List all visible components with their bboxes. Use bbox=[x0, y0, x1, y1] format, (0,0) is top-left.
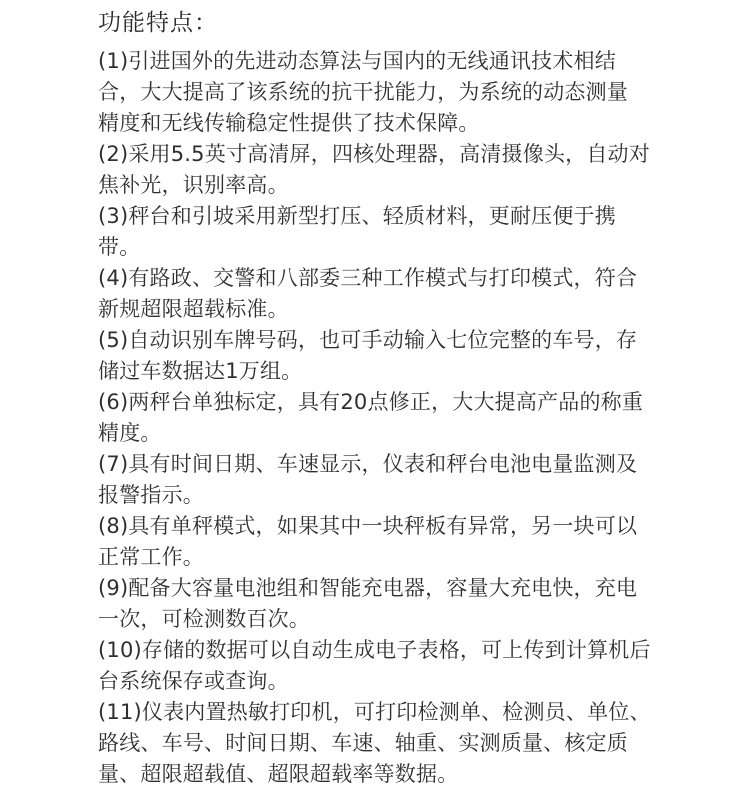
feature-item-2 bbox=[98, 139, 698, 201]
feature-item-4 bbox=[98, 263, 698, 325]
feature-item-10 bbox=[98, 635, 698, 697]
feature-item-9-line-2: 一次，可检测数百次。 bbox=[98, 607, 310, 631]
feature-item-3-line-2: 带。 bbox=[98, 235, 141, 259]
feature-item-8-line-2: 正常工作。 bbox=[98, 545, 204, 569]
feature-item-1-line-2: 合，大大提高了该系统的抗干扰能力，为系统的动态测量 bbox=[98, 80, 628, 104]
feature-item-6-line-1: (6)两秤台单独标定，具有20点修正，大大提高产品的称重 bbox=[98, 390, 644, 414]
feature-item-4-line-1: (4)有路政、交警和八部委三种工作模式与打印模式，符合 bbox=[98, 266, 638, 290]
feature-list bbox=[98, 46, 753, 790]
feature-item-1-line-1: (1)引进国外的先进动态算法与国内的无线通讯技术相结 bbox=[98, 49, 616, 73]
feature-item-1 bbox=[98, 46, 698, 139]
feature-item-6-line-2: 精度。 bbox=[98, 421, 162, 445]
feature-item-9-line-1: (9)配备大容量电池组和智能充电器，容量大充电快，充电 bbox=[98, 576, 638, 600]
feature-item-5-line-2: 储过车数据达1万组。 bbox=[98, 359, 303, 383]
feature-item-11-line-2: 路线、车号、时间日期、车速、轴重、实测质量、核定质 bbox=[98, 731, 628, 755]
feature-item-6 bbox=[98, 387, 698, 449]
feature-item-3-line-1: (3)秤台和引坡采用新型打压、轻质材料，更耐压便于携 bbox=[98, 204, 616, 228]
feature-item-2-line-2: 焦补光，识别率高。 bbox=[98, 173, 289, 197]
feature-item-7-line-1: (7)具有时间日期、车速显示，仪表和秤台电池电量监测及 bbox=[98, 452, 638, 476]
feature-item-7-line-2: 报警指示。 bbox=[98, 483, 204, 507]
feature-item-10-line-2: 台系统保存或查询。 bbox=[98, 669, 289, 693]
feature-item-5 bbox=[98, 325, 698, 387]
feature-item-11-line-3: 量、超限超载值、超限超载率等数据。 bbox=[98, 762, 459, 786]
feature-item-10-line-1: (10)存储的数据可以自动生成电子表格，可上传到计算机后 bbox=[98, 638, 651, 662]
feature-item-2-line-1: (2)采用5.5英寸高清屏，四核处理器，高清摄像头，自动对 bbox=[98, 142, 650, 166]
feature-item-1-line-3: 精度和无线传输稳定性提供了技术保障。 bbox=[98, 111, 480, 135]
feature-item-5-line-1: (5)自动识别车牌号码，也可手动输入七位完整的车号，存 bbox=[98, 328, 638, 352]
feature-item-8 bbox=[98, 511, 698, 573]
feature-item-11 bbox=[98, 697, 698, 790]
feature-item-11-line-1: (11)仪表内置热敏打印机，可打印检测单、检测员、单位、 bbox=[98, 700, 651, 724]
section-title: 功能特点： bbox=[98, 10, 218, 36]
feature-item-7 bbox=[98, 449, 698, 511]
feature-item-3 bbox=[98, 201, 698, 263]
feature-item-4-line-2: 新规超限超载标准。 bbox=[98, 297, 289, 321]
feature-item-9 bbox=[98, 573, 698, 635]
feature-item-8-line-1: (8)具有单秤模式，如果其中一块秤板有异常，另一块可以 bbox=[98, 514, 638, 538]
